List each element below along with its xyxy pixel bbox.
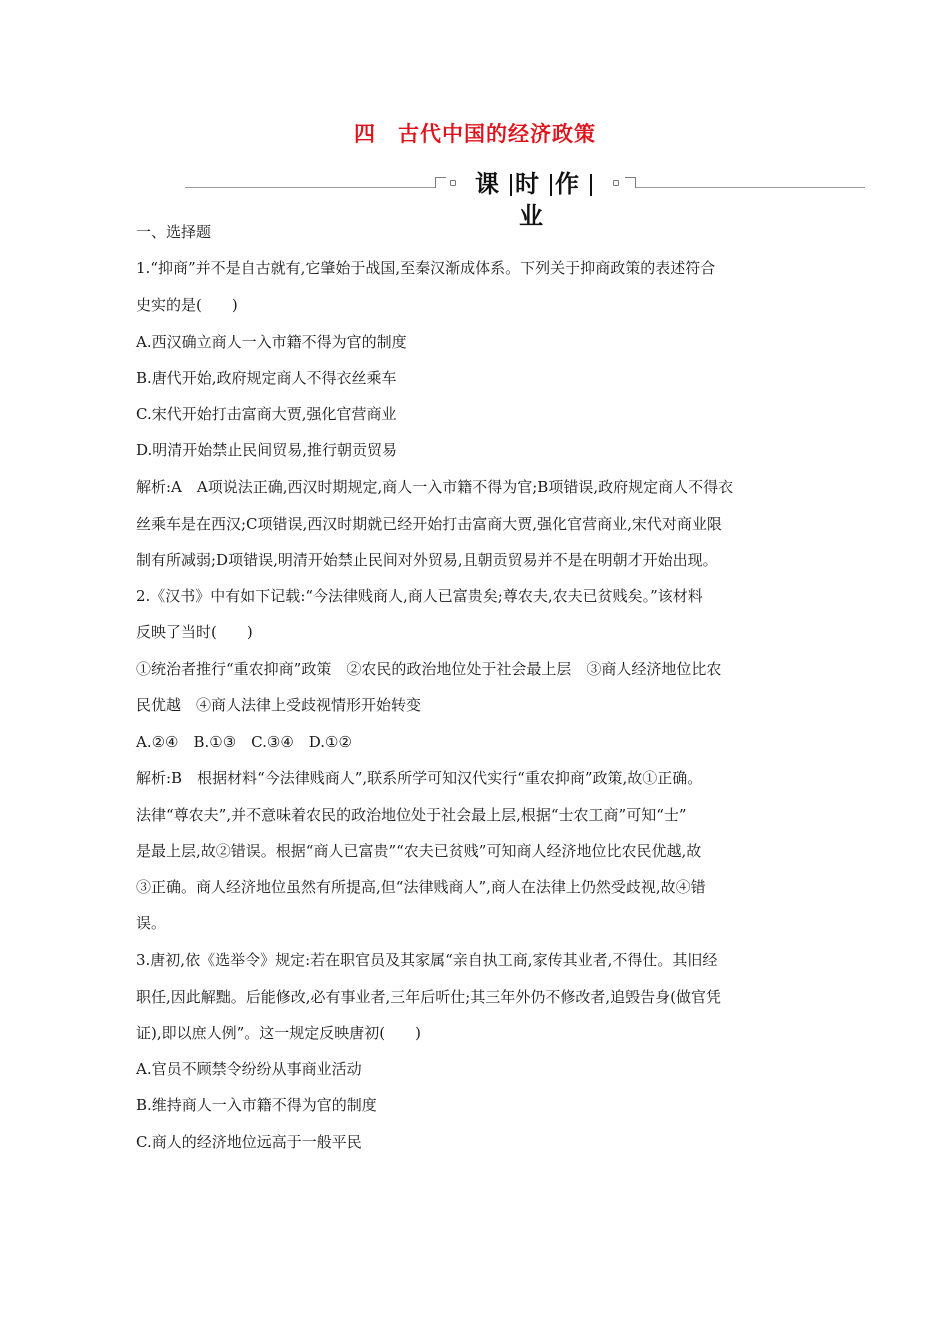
banner-ornament-right	[613, 180, 619, 186]
question-3-stem-line: 证),即以庶人例”。这一规定反映唐初( )	[136, 1024, 421, 1042]
banner-char: 时	[515, 170, 547, 198]
banner-bracket-left	[435, 177, 446, 188]
question-1-option-d: D.明清开始禁止民间贸易,推行朝贡贸易	[136, 441, 398, 459]
question-1-option-a: A.西汉确立商人一入市籍不得为官的制度	[136, 333, 407, 351]
chapter-number: 四	[354, 122, 376, 146]
banner-divider	[510, 174, 512, 196]
question-2-analysis-line: 解析:B 根据材料“今法律贱商人”,联系所学可知汉代实行“重农抑商”政策,故①正确。	[136, 769, 703, 787]
banner-ornament-left	[450, 180, 456, 186]
banner-char: 作	[555, 170, 587, 198]
question-2-analysis-line: ③正确。商人经济地位虽然有所提高,但“法律贱商人”,商人在法律上仍然受歧视,故④错	[136, 878, 706, 896]
banner-label	[460, 168, 610, 230]
chapter-title: 古代中国的经济政策	[398, 122, 596, 146]
question-3-option-a: A.官员不顾禁令纷纷从事商业活动	[136, 1060, 362, 1078]
question-1-analysis-line: 丝乘车是在西汉;C项错误,西汉时期就已经开始打击富商大贾,强化官营商业,宋代对商业限	[136, 515, 722, 533]
question-1-stem-line: 1.“抑商”并不是自古就有,它肇始于战国,至秦汉渐成体系。下列关于抑商政策的表述符合	[136, 259, 716, 277]
banner-rule-left	[185, 187, 435, 188]
question-2-statement-line: 民优越 ④商人法律上受歧视情形开始转变	[136, 696, 422, 714]
banner-rule-right	[635, 187, 865, 188]
section-banner	[185, 168, 865, 230]
question-2-statement-line: ①统治者推行“重农抑商”政策 ②农民的政治地位处于社会最上层 ③商人经济地位比农	[136, 660, 722, 678]
question-2-stem-line: 2.《汉书》中有如下记载:“今法律贱商人,商人已富贵矣;尊农夫,农夫已贫贱矣。”该材料	[136, 587, 703, 605]
question-2-analysis-line: 法律“尊农夫”,并不意味着农民的政治地位处于社会最上层,根据“士农工商”可知“士”	[136, 806, 687, 824]
question-3-stem-line: 职任,因此解黜。后能修改,必有事业者,三年后听仕;其三年外仍不修改者,追毁告身(做官凭	[136, 988, 721, 1006]
banner-bracket-right	[625, 177, 636, 188]
banner-char: 业	[519, 202, 551, 230]
banner-divider	[550, 174, 552, 196]
question-1-option-b: B.唐代开始,政府规定商人不得衣丝乘车	[136, 369, 397, 387]
question-2-analysis-line: 是最上层,故②错误。根据“商人已富贵”“农夫已贫贱”可知商人经济地位比农民优越,故	[136, 842, 702, 860]
question-2-options: A.②④ B.①③ C.③④ D.①②	[136, 733, 352, 751]
question-3-option-b: B.维持商人一入市籍不得为官的制度	[136, 1096, 377, 1114]
question-1-analysis-line: 解析:A A项说法正确,西汉时期规定,商人一入市籍不得为官;B项错误,政府规定商人不得衣	[136, 478, 734, 496]
question-2-analysis-line: 误。	[136, 914, 167, 932]
question-1-analysis-line: 制有所减弱;D项错误,明清开始禁止民间对外贸易,且朝贡贸易并不是在明朝才开始出现。	[136, 551, 718, 569]
banner-char: 课	[475, 170, 507, 198]
question-1-stem-line: 史实的是( )	[136, 296, 238, 314]
question-2-stem-line: 反映了当时( )	[136, 623, 253, 641]
banner-divider	[590, 174, 592, 196]
section-heading: 一、选择题	[136, 223, 212, 241]
question-3-option-c: C.商人的经济地位远高于一般平民	[136, 1133, 362, 1151]
question-3-stem-line: 3.唐初,依《选举令》规定:若在职官员及其家属“亲自执工商,家传其业者,不得仕。其旧经	[136, 951, 718, 969]
question-1-option-c: C.宋代开始打击富商大贾,强化官营商业	[136, 405, 397, 423]
page-title	[0, 118, 950, 148]
